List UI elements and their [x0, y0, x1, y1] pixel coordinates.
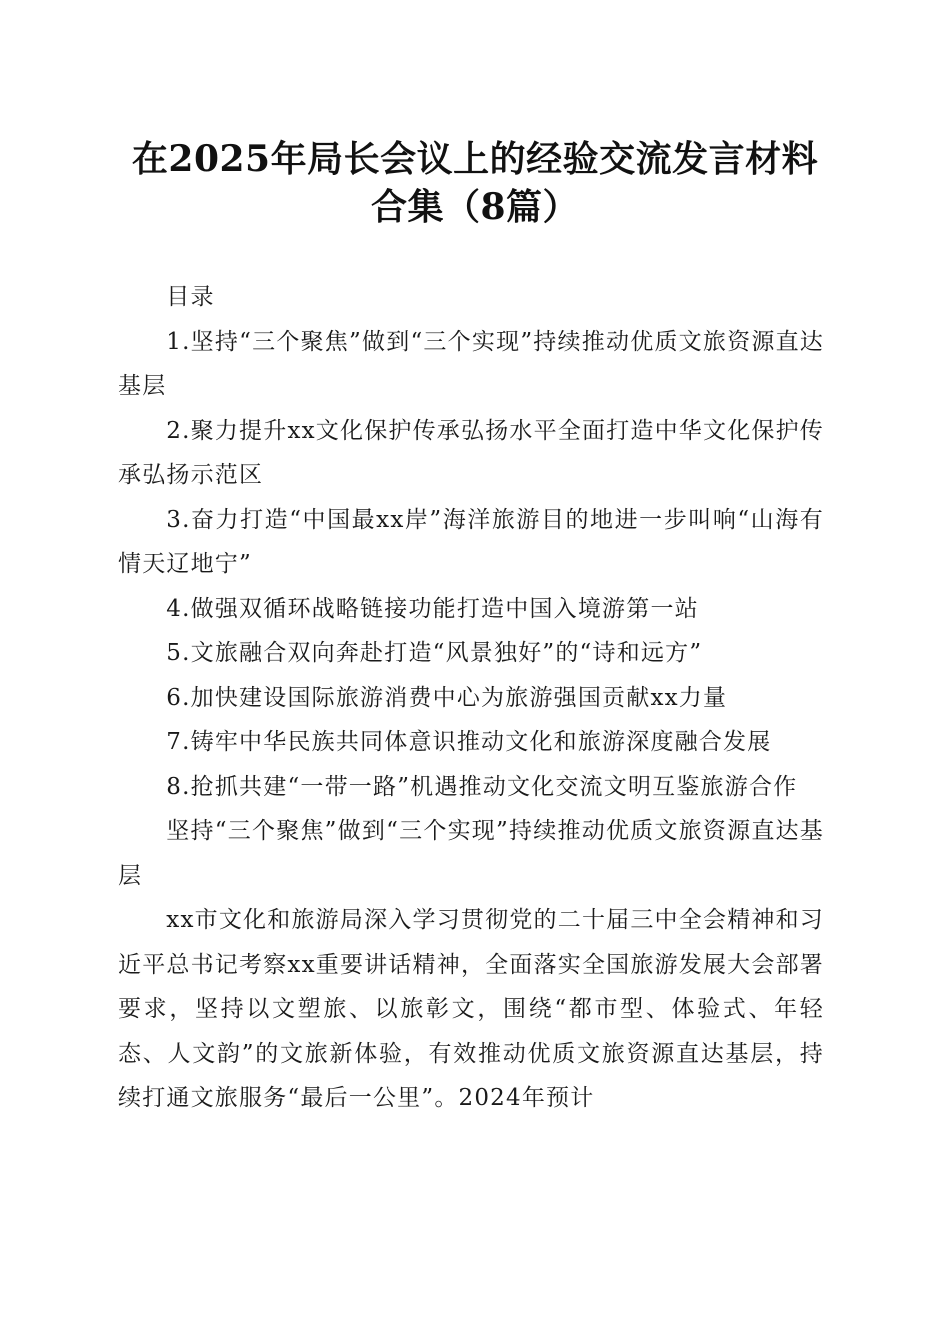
document-body [118, 275, 824, 1121]
toc-item-5: 5.文旅融合双向奔赴打造“风景独好”的“诗和远方” [166, 640, 703, 666]
document-title: 在2025年局长会议上的经验交流发言材料合集（8篇） [131, 138, 819, 228]
toc-item-7: 7.铸牢中华民族共同体意识推动文化和旅游深度融合发展 [166, 729, 772, 755]
toc-item-3: 3.奋力打造“中国最xx岸”海洋旅游目的地进一步叫响“山海有情天辽地宁” [118, 506, 824, 577]
toc-item-4: 4.做强双循环战略链接功能打造中国入境游第一站 [166, 595, 699, 622]
toc-item-1: 1.坚持“三个聚焦”做到“三个实现”持续推动优质文旅资源直达基层 [118, 328, 824, 399]
toc-item-2: 2.聚力提升xx文化保护传承弘扬水平全面打造中华文化保护传承弘扬示范区 [118, 417, 824, 488]
body-paragraph: xx市文化和旅游局深入学习贯彻党的二十届三中全会精神和习近平总书记考察xx重要讲话精神，全面落实全国旅游发展大会部署要求，坚持以文塑旅、以旅彰文，围绕“都市型、体验式、年轻态、人文韵”的文旅新体验，有效推动优质文旅资源直达基层，持续打通文旅服务“最后一公里”。2024年预计 [118, 907, 824, 1111]
toc-item-8: 8.抢抓共建“一带一路”机遇推动文化交流文明互鉴旅游合作 [166, 773, 798, 800]
section-title: 坚持“三个聚焦”做到“三个实现”持续推动优质文旅资源直达基层 [118, 818, 824, 889]
toc-heading: 目录 [166, 284, 215, 310]
toc-item-6: 6.加快建设国际旅游消费中心为旅游强国贡献xx力量 [166, 684, 728, 711]
